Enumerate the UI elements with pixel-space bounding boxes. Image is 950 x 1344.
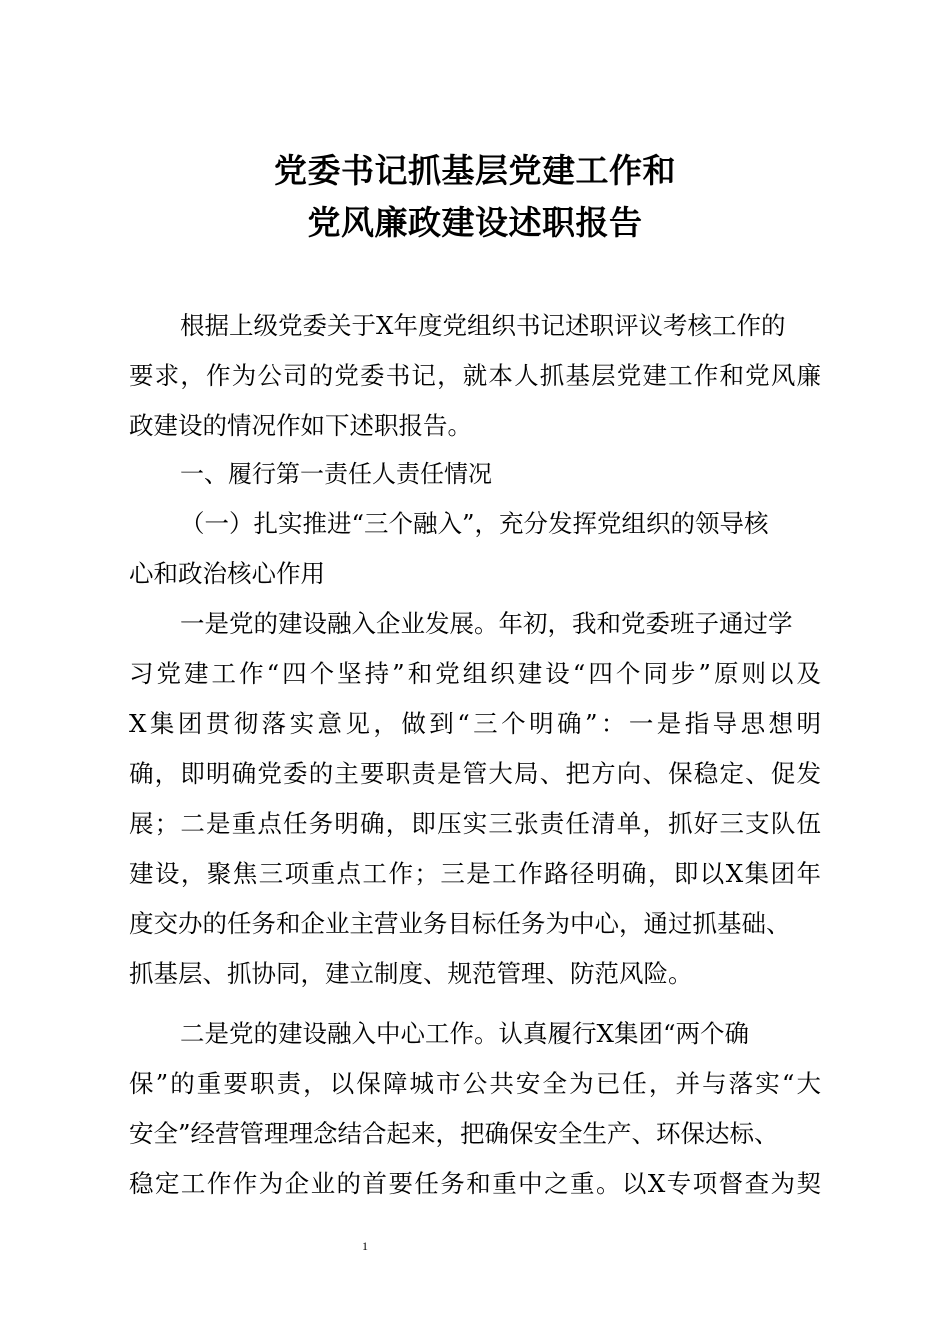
page-number: 1 bbox=[362, 1239, 368, 1253]
paragraph-line: 度交办的任务和企业主营业务目标任务为中心，通过抓基础、 bbox=[129, 909, 791, 938]
paragraph-line: 建设，聚焦三项重点工作；三是工作路径明确，即以X集团年 bbox=[129, 859, 821, 888]
paragraph-line: 展；二是重点任务明确，即压实三张责任清单，抓好三支队伍 bbox=[129, 809, 821, 838]
subsection-heading: （一）扎实推进“三个融入”，充分发挥党组织的领导核 bbox=[180, 509, 769, 538]
paragraph-line: 保”的重要职责，以保障城市公共安全为已任，并与落实“大 bbox=[129, 1069, 821, 1098]
paragraph-line: 习党建工作“四个坚持”和党组织建设“四个同步”原则以及 bbox=[129, 659, 821, 688]
subsection-heading: 心和政治核心作用 bbox=[129, 559, 325, 588]
section-heading: 一、履行第一责任人责任情况 bbox=[180, 460, 492, 488]
paragraph-line: 政建设的情况作如下述职报告。 bbox=[129, 411, 472, 440]
paragraph-line: 根据上级党委关于X年度党组织书记述职评议考核工作的 bbox=[180, 311, 786, 340]
paragraph-line: 确，即明确党委的主要职责是管大局、把方向、保稳定、促发 bbox=[129, 759, 821, 788]
paragraph-line: X集团贯彻落实意见，做到“三个明确”：一是指导思想明 bbox=[129, 709, 821, 738]
paragraph-line: 稳定工作作为企业的首要任务和重中之重。以X专项督查为契 bbox=[129, 1169, 821, 1198]
document-title-line-1: 党委书记抓基层党建工作和 bbox=[274, 151, 676, 190]
document-title-line-2: 党风廉政建设述职报告 bbox=[307, 203, 643, 242]
paragraph-line: 安全”经营管理理念结合起来，把确保安全生产、环保达标、 bbox=[129, 1119, 779, 1148]
paragraph-line: 一是党的建设融入企业发展。年初，我和党委班子通过学 bbox=[180, 609, 793, 638]
paragraph-line: 要求，作为公司的党委书记，就本人抓基层党建工作和党风廉 bbox=[129, 361, 821, 390]
paragraph-line: 抓基层、抓协同，建立制度、规范管理、防范风险。 bbox=[129, 959, 693, 988]
paragraph-line: 二是党的建设融入中心工作。认真履行X集团“两个确 bbox=[180, 1019, 749, 1048]
